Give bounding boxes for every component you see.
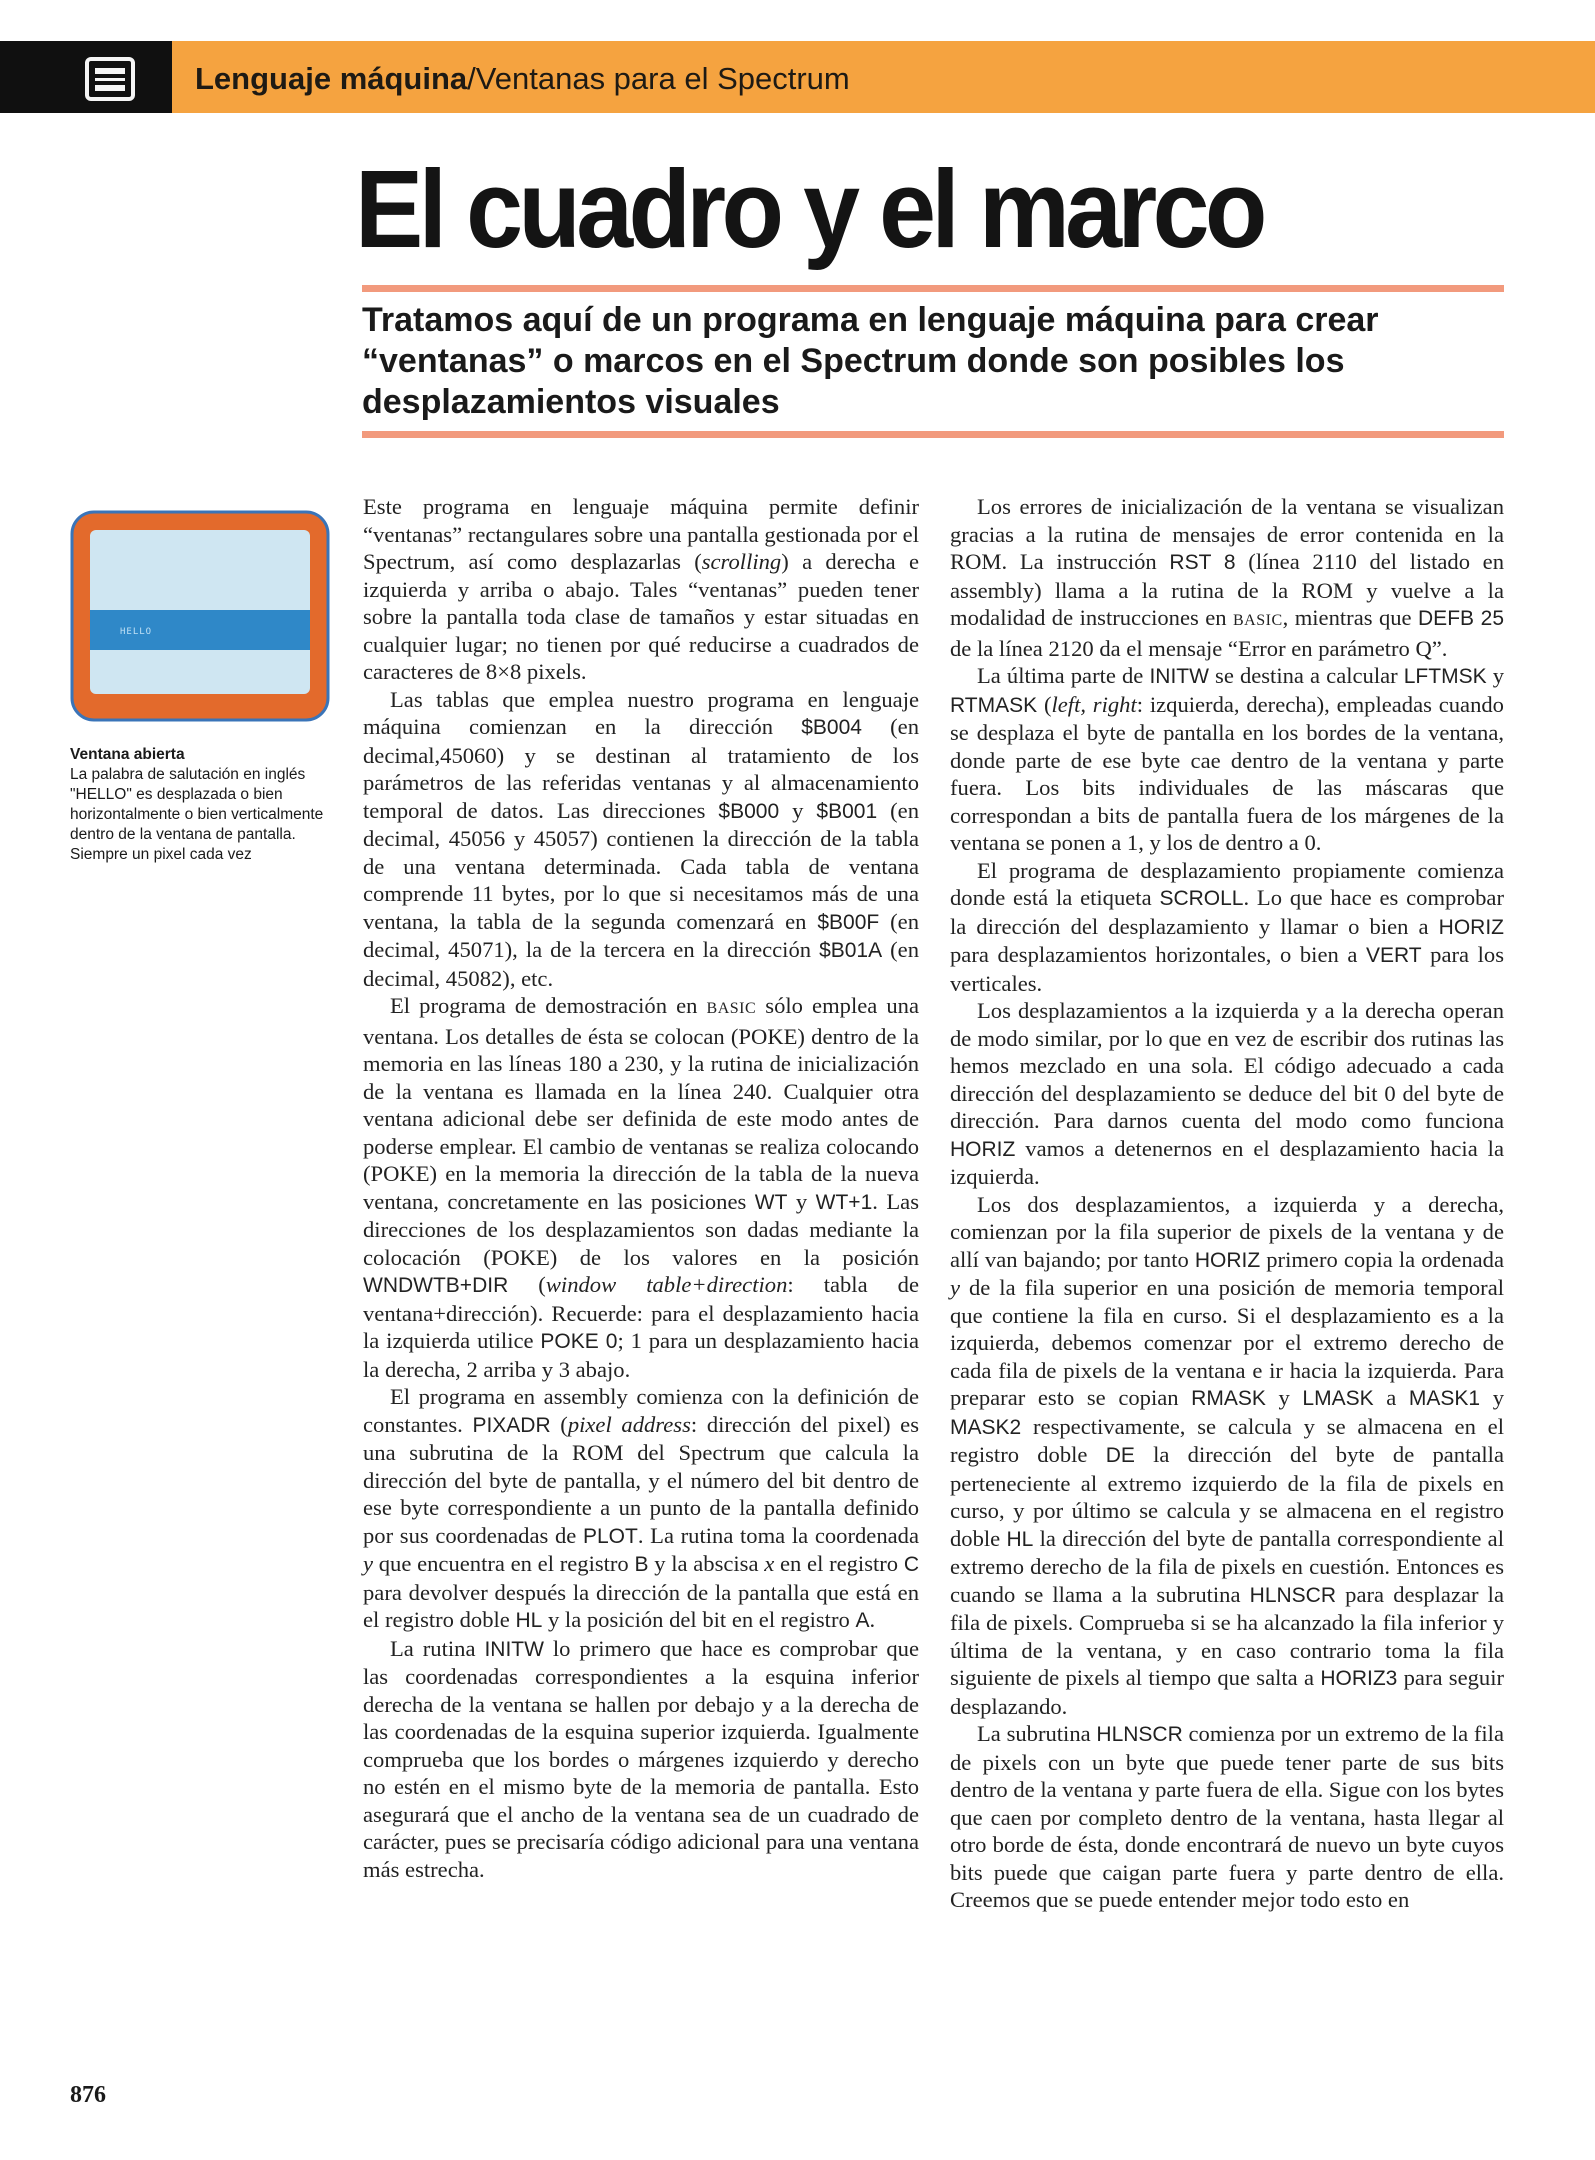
- paragraph: El programa de demostración en BASIC sólo emplea una ventana. Los detalles de ésta se colocan (POKE) dentro de la memoria en las líneas 180 a 230, y la rutina de inicialización de la ventana es llamada en la línea 240. Cualquier otra ventana adicional debe ser definida de este modo antes de poderse emplear. El cambio de ventanas se realiza colocando (POKE) en la memoria la dirección de la tabla de la nueva ventana, concretamente en las posiciones WT y WT+1. Las direcciones de los desplazamientos son dadas mediante la colocación (POKE) de los valores en la posición WNDWTB+DIR (window table+direction: tabla de ventana+dirección). Recuerde: para el desplazamiento hacia la izquierda utilice POKE 0; 1 para un desplazamiento hacia la derecha, 2 arriba y 3 abajo.: [363, 993, 920, 1382]
- memory-chip-icon: [84, 56, 136, 102]
- section-title-rest: /Ventanas para el Spectrum: [467, 61, 850, 96]
- article-title: El cuadro y el marco: [355, 148, 1263, 271]
- subtitle-rule-bottom: [362, 431, 1504, 438]
- paragraph: El programa de desplazamiento propiamente comienza donde está la etiqueta SCROLL. Lo que hace es comprobar la dirección del desplazamiento y llamar o bien a HORIZ para desplazamientos horizontales, o bien a VERT para los verticales.: [950, 857, 1504, 996]
- caption-title: Ventana abierta: [70, 746, 185, 763]
- caption-body: La palabra de salutación en inglés "HELLO" es desplazada o bien horizontalmente o bien verticalmente dentro de la ventana de pantalla. Siempre un pixel cada vez: [70, 766, 324, 863]
- section-title: [195, 56, 850, 102]
- paragraph: Los dos desplazamientos, a izquierda y a derecha, comienzan por la fila superior de pixels de la ventana y de allí van bajando; por tanto HORIZ primero copia la ordenada y de la fila superior en una posición de memoria temporal que contiene la fila en curso. Si el desplazamiento es a la izquierda, debemos comenzar por el extremo derecho de cada fila de pixels de la ventana e ir hacia la izquierda. Para preparar esto se copian RMASK y LMASK a MASK1 y MASK2 respectivamente, se calcula y se almacena en el registro doble DE la dirección del byte de pantalla perteneciente al extremo izquierdo de la fila de pixels en curso, y por último se calcula y se almacena en el registro doble HL la dirección del byte de pantalla correspondiente al extremo derecho de la fila de pixels en cuestión. Entonces es cuando se llama a la subrutina HLNSCR para desplazar la fila de pixels. Comprueba si se ha alcanzado la fila inferior y última de la ventana, y en caso contrario toma la fila siguiente de pixels al tiempo que salta a HORIZ3 para seguir desplazando.: [950, 1191, 1505, 1719]
- body-column-right: [950, 493, 1504, 1914]
- section-title-bold: Lenguaje máquina: [195, 61, 468, 96]
- paragraph: La subrutina HLNSCR comienza por un extremo de la fila de pixels con un byte que puede tener parte de sus bits dentro de la ventana y parte fuera de ella. Sigue con los bytes que caen por completo dentro de la ventana, hasta llegar al otro borde de ésta, donde encontrará de nuevo un byte cuyos bits puede que caigan parte fuera y parte dentro de ella. Creemos que se puede entender mejor todo esto en: [950, 1721, 1504, 1912]
- paragraph: El programa en assembly comienza con la definición de constantes. PIXADR (pixel address: dirección del pixel) es una subrutina de la ROM del Spectrum que calcula la dirección del byte de pantalla, y el número del bit dentro de ese byte correspondiente a un punto de la pantalla definido por sus coordenadas de PLOT. La rutina toma la coordenada y que encuentra en el registro B y la abscisa x en el registro C para devolver después la dirección de la pantalla que está en el registro doble HL y la posición del bit en el registro A.: [363, 1384, 919, 1632]
- paragraph: Los desplazamientos a la izquierda y a la derecha operan de modo similar, por lo que en vez de escribir dos rutinas las hemos mezclado en una sola. El código adecuado a cada dirección del desplazamiento se deduce del bit 0 del byte de dirección. Para darnos cuenta del modo como funciona HORIZ vamos a detenernos en el desplazamiento hacia la izquierda.: [950, 998, 1504, 1189]
- figure-caption: [70, 745, 332, 865]
- article-subtitle: Tratamos aquí de un programa en lenguaje máquina para crear “ventanas” o marcos en el Spectrum donde son posibles los desplazamientos visuales: [362, 301, 1379, 421]
- paragraph: Este programa en lenguaje máquina permite definir “ventanas” rectangulares sobre una pantalla gestionada por el Spectrum, así como desplazarlas (scrolling) a derecha e izquierda y arriba o abajo. Tales “ventanas” pueden tener sobre la pantalla toda clase de tamaños y estar situadas en cualquier lugar; no tienen por qué reducirse a cuadrados de caracteres de 8×8 pixels.: [363, 494, 919, 684]
- body-column-left: [363, 493, 919, 1883]
- tv-screen-illustration: [70, 510, 330, 722]
- paragraph: La rutina INITW lo primero que hace es comprobar que las coordenadas correspondientes a la esquina inferior derecha de la ventana se hallen por debajo y a la derecha de las coordenadas de la esquina superior izquierda. Igualmente comprueba que los bordes o márgenes izquierdo y derecho no estén en el mismo byte de la memoria de pantalla. Esto asegurará que el ancho de la ventana sea de un cuadrado de carácter, pues se precisaría código adicional para una ventana más estrecha.: [363, 1635, 919, 1882]
- paragraph: Los errores de inicialización de la ventana se visualizan gracias a la rutina de mensajes de error contenida en la ROM. La instrucción RST 8 (línea 2110 del listado en assembly) llama a la rutina de la ROM y vuelve a la modalidad de instrucciones en BASIC, mientras que DEFB 25 de la línea 2120 da el mensaje “Error en parámetro Q”.: [950, 494, 1505, 661]
- paragraph: La última parte de INITW se destina a calcular LFTMSK y RTMASK (left, right: izquierda, derecha), empleadas cuando se desplaza el byte de pantalla en los bordes de la ventana, donde parte de ese byte cae dentro de la ventana y parte fuera. Los bits individuales de las máscaras que correspondan a bits de pantalla fuera de los márgenes de la ventana se ponen a 1, y los de dentro a 0.: [950, 663, 1504, 855]
- screen-hello-text: HELLO: [120, 627, 153, 637]
- paragraph: Las tablas que emplea nuestro programa en lenguaje máquina comienzan en la dirección $B004 (en decimal,45060) y se destinan al tratamiento de los parámetros de las referidas ventanas y al almacenamiento temporal de datos. Las direcciones $B000 y $B001 (en decimal, 45056 y 45057) contienen la dirección de la tabla de una ventana determinada. Cada tabla de ventana comprende 11 bytes, por lo que si necesitamos más de una ventana, la tabla de la segunda comenzará en $B00F (en decimal, 45071), la de la tercera en la dirección $B01A (en decimal, 45082), etc.: [363, 686, 919, 991]
- page-number: 876: [70, 2082, 106, 2108]
- subtitle-rule-top: [362, 285, 1504, 292]
